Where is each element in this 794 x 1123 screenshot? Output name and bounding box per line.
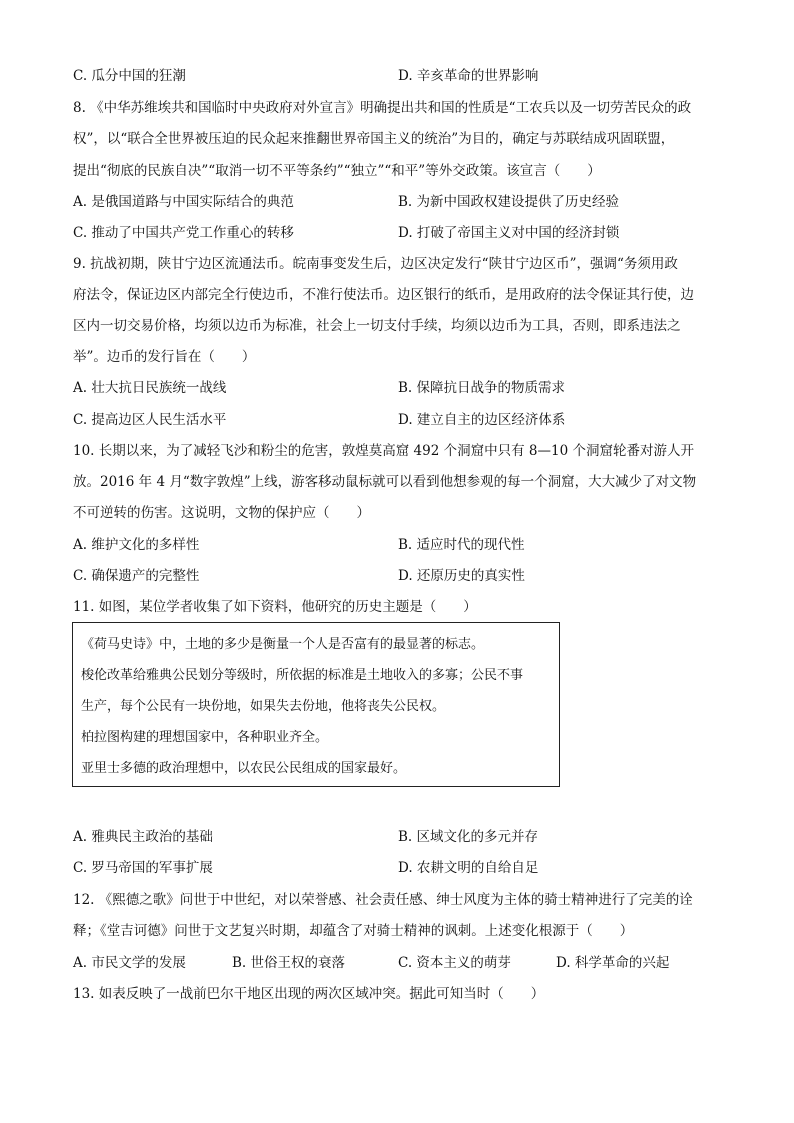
q12-stem-line-1: 12. 《熙德之歌》问世于中世纪，对以荣誉感、社会责任感、绅士风度为主体的骑士精神进行了完美的诠 [73,892,693,908]
q12-option-a: A. 市民文学的发展 [73,955,186,971]
q9-option-a: A. 壮大抗日民族统一战线 [73,380,227,396]
q8-stem-line-1: 8. 《中华苏维埃共和国临时中央政府对外宣言》明确提出共和国的性质是“工农兵以及一切劳苦民众的政 [73,100,692,116]
q11-material-line-3: 生产，每个公民有一块份地，如果失去份地，他将丧失公民权。 [81,699,446,714]
q12-option-d: D. 科学革命的兴起 [556,955,670,971]
q10-stem-line-3: 不可逆转的伤害。这说明，文物的保护应（ ） [73,505,370,521]
q12-option-c: C. 资本主义的萌芽 [398,955,511,971]
q11-option-c: C. 罗马帝国的军事扩展 [73,860,213,876]
q11-material-box [72,622,560,787]
q11-material-line-5: 亚里士多德的政治理想中，以农民公民组成的国家最好。 [81,761,407,776]
q11-option-b: B. 区域文化的多元并存 [398,829,539,845]
q12-option-b: B. 世俗王权的衰落 [232,955,346,971]
q8-stem-line-3: 提出“彻底的民族自决”“取消一切不平等条约”“独立”“和平”等外交政策。该宣言（ ） [73,163,601,179]
q7-option-d: D. 辛亥革命的世界影响 [398,68,539,84]
q8-option-b: B. 为新中国政权建设提供了历史经验 [398,194,620,210]
q9-option-c: C. 提高边区人民生活水平 [73,412,227,428]
q11-material-line-2: 梭伦改革给雅典公民划分等级时，所依据的标准是土地收入的多寡；公民不事 [81,668,524,683]
q10-stem-line-2: 放。2016 年 4 月“数字敦煌”上线，游客移动鼠标就可以看到他想参观的每一个洞窟，大大减少了对文物 [73,474,697,490]
q10-stem-line-1: 10. 长期以来，为了减轻飞沙和粉尘的危害，敦煌莫高窟 492 个洞窟中只有 8—10 个洞窟轮番对游人开 [73,443,694,459]
q10-option-c: C. 确保遗产的完整性 [73,568,200,584]
q11-material-line-4: 柏拉图构建的理想国家中，各种职业齐全。 [81,730,329,745]
q8-option-d: D. 打破了帝国主义对中国的经济封锁 [398,225,620,241]
q9-option-b: B. 保障抗日战争的物质需求 [398,380,566,396]
q12-stem-line-2: 释；《堂吉诃德》问世于文艺复兴时期，却蕴含了对骑士精神的讽刺。上述变化根源于（ ） [73,923,634,939]
q10-option-b: B. 适应时代的现代性 [398,537,525,553]
q8-option-a: A. 是俄国道路与中国实际结合的典范 [73,194,294,210]
q11-stem: 11. 如图，某位学者收集了如下资料，他研究的历史主题是（ ） [73,599,477,615]
q11-option-a: A. 雅典民主政治的基础 [73,829,213,845]
q13-stem: 13. 如表反映了一战前巴尔干地区出现的两次区域冲突。据此可知当时（ ） [73,986,545,1002]
q9-option-d: D. 建立自主的边区经济体系 [398,412,566,428]
q7-option-c: C. 瓜分中国的狂潮 [73,68,186,84]
q9-stem-line-3: 区内一切交易价格，均须以边币为标准，社会上一切支付手续，均须以边币为工具，否则，即系违法之 [73,318,681,334]
q10-option-a: A. 维护文化的多样性 [73,537,200,553]
q9-stem-line-2: 府法令，保证边区内部完全行使边币，不准行使法币。边区银行的纸币，是用政府的法令保证其行使，边 [73,287,694,303]
q9-stem-line-4: 举”。边币的发行旨在（ ） [73,349,256,365]
q10-option-d: D. 还原历史的真实性 [398,568,525,584]
q8-option-c: C. 推动了中国共产党工作重心的转移 [73,225,294,241]
q9-stem-line-1: 9. 抗战初期，陕甘宁边区流通法币。皖南事变发生后，边区决定发行“陕甘宁边区币”，强调“务须用政 [73,256,678,272]
q11-material-line-1: 《荷马史诗》中，土地的多少是衡量一个人是否富有的最显著的标志。 [81,637,485,652]
q8-stem-line-2: 权”，以“联合全世界被压迫的民众起来推翻世界帝国主义的统治”为目的，确定与苏联结成巩固联盟， [73,131,675,147]
q11-option-d: D. 农耕文明的自给自足 [398,860,539,876]
